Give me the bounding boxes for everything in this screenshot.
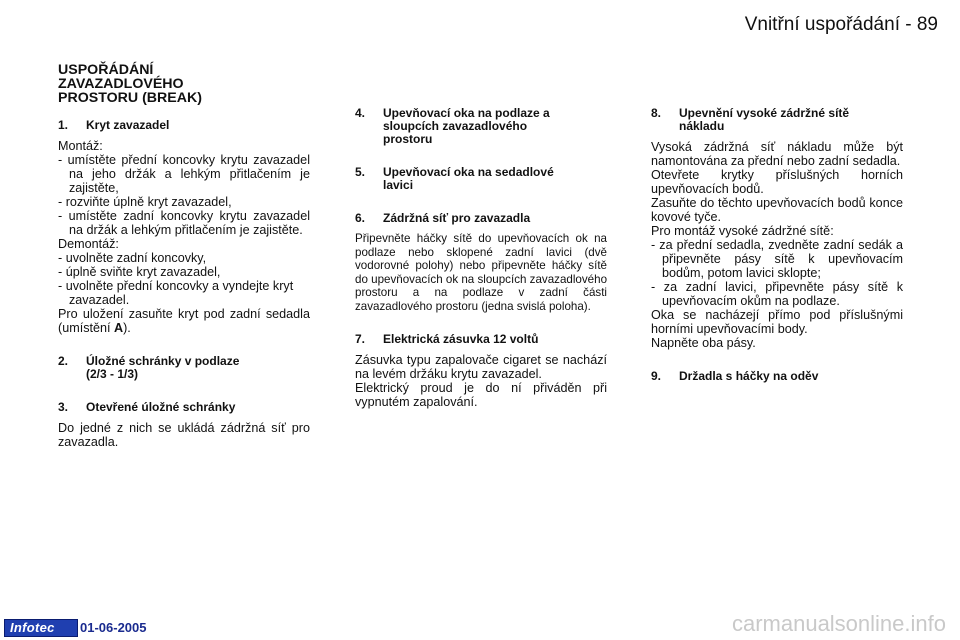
chapter-title-line: ZAVAZADLOVÉHO — [58, 76, 184, 92]
section-9-heading — [651, 370, 903, 383]
paragraph: Pro montáž vysoké zádržné sítě: — [651, 224, 834, 238]
section-number: 7. — [355, 332, 366, 346]
section-title-line: (2/3 - 1/3) — [86, 367, 139, 381]
list-item: - umístěte zadní koncovky krytu zavazadel na držák a lehkým přitlačením je zajistěte. — [58, 209, 310, 237]
section-number: 5. — [355, 165, 366, 179]
list-item: - úplně sviňte kryt zavazadel, — [58, 265, 221, 279]
section-title-line: nákladu — [679, 119, 725, 133]
section-title: Otevřené úložné schránky — [86, 400, 236, 414]
storage-text-end: ). — [123, 321, 131, 335]
section-8-heading — [651, 107, 903, 133]
list-item: - uvolněte přední koncovky a vyndejte kryt zavazadel. — [58, 279, 294, 307]
column-2 — [355, 107, 607, 409]
section-number: 2. — [58, 354, 69, 368]
list-item: - za přední sedadla, zvedněte zadní sedák a připevněte pásy sítě k upevňovacím bodům, potom lavici sklopte; — [651, 238, 903, 280]
section-title — [86, 355, 239, 381]
chapter-title — [58, 63, 310, 105]
section-3-heading — [58, 401, 310, 414]
section-title-line: sloupcích zavazadlového — [383, 119, 528, 133]
chapter-title-line: PROSTORU (BREAK) — [58, 90, 202, 106]
infotec-logo — [4, 619, 78, 637]
section-4-heading — [355, 107, 607, 146]
logo-text: Infotec — [10, 620, 55, 635]
storage-location-label: A — [114, 321, 124, 335]
montaz-label: Montáž: — [58, 139, 103, 153]
paragraph: Zasuňte do těchto upevňovacích bodů konce kovové tyče. — [651, 196, 903, 224]
column-1 — [58, 63, 310, 449]
column-3 — [651, 107, 903, 383]
section-title: Vnitřní uspořádání — [744, 14, 900, 35]
watermark: carmanualsonline.info — [731, 611, 946, 636]
section-number: 4. — [355, 106, 366, 120]
list-item: - umístěte přední koncovky krytu zavazadel na jeho držák a lehkým přitlačením je zajistěte, — [58, 153, 310, 195]
section-title-line: Upevňovací oka na podlaze a — [383, 106, 550, 120]
section-title — [383, 107, 550, 146]
section-title-line: prostoru — [383, 132, 433, 146]
list-item: - rozviňte úplně kryt zavazadel, — [58, 195, 232, 209]
list-item: - za zadní lavici, připevněte pásy sítě k upevňovacím okům na podlaze. — [651, 280, 903, 308]
section-title-line: Upevnění vysoké zádržné sítě — [679, 106, 850, 120]
section-title-line: lavici — [383, 178, 414, 192]
section-6-text: Připevněte háčky sítě do upevňovacích ok na podlaze nebo sklopené zadní lavici (dvě vodorovné polohy) nebo připevněte háčky sítě do upevňovacích ok na sloupcích zavazadlového prostoru a na podlaze v zadní části zavazadlového prostoru (jedna svislá poloha). — [355, 232, 608, 313]
section-title: Elektrická zásuvka 12 voltů — [383, 332, 539, 346]
section-title: Kryt zavazadel — [86, 118, 170, 132]
section-title — [383, 166, 554, 192]
section-5-heading — [355, 166, 607, 192]
storage-text: Pro uložení zasuňte kryt pod zadní sedadla (umístění — [58, 307, 310, 335]
section-2-heading — [58, 355, 310, 381]
section-title — [679, 107, 849, 133]
paragraph: Vysoká zádržná síť nákladu může být namontována za přední nebo zadní sedadla. — [651, 140, 903, 168]
page-header — [745, 14, 938, 36]
section-1-heading — [58, 119, 310, 132]
section-title: Držadla s háčky na oděv — [679, 369, 819, 383]
section-title-line: Upevňovací oka na sedadlové — [383, 165, 554, 179]
paragraph: Oka se nacházejí přímo pod příslušnými horními upevňovacími body. — [651, 308, 903, 336]
section-number: 8. — [651, 106, 662, 120]
section-3-text: Do jedné z nich se ukládá zádržná síť pro zavazadla. — [58, 421, 310, 449]
section-6-heading — [355, 212, 607, 225]
section-number: 3. — [58, 400, 69, 414]
publication-date: 01-06-2005 — [80, 620, 147, 635]
chapter-title-line: USPOŘÁDÁNÍ — [58, 62, 154, 78]
storage-paragraph — [58, 307, 310, 335]
section-title-line: Úložné schránky v podlaze — [86, 354, 240, 368]
section-7-heading — [355, 333, 607, 346]
section-7-text-2: Elektrický proud je do ní přiváděn při vypnutém zapalování. — [355, 381, 607, 409]
page-number: 89 — [916, 14, 938, 35]
section-title: Zádržná síť pro zavazadla — [383, 211, 531, 225]
header-separator: - — [905, 14, 912, 35]
list-item: - uvolněte zadní koncovky, — [58, 251, 207, 265]
paragraph: Napněte oba pásy. — [651, 336, 756, 350]
section-7-text-1: Zásuvka typu zapalovače cigaret se nachází na levém držáku krytu zavazadel. — [355, 353, 607, 381]
demontaz-label: Demontáž: — [58, 237, 119, 251]
section-number: 6. — [355, 211, 366, 225]
section-number: 1. — [58, 118, 69, 132]
section-number: 9. — [651, 369, 662, 383]
paragraph: Otevřete krytky příslušných horních upevňovacích bodů. — [651, 168, 903, 196]
